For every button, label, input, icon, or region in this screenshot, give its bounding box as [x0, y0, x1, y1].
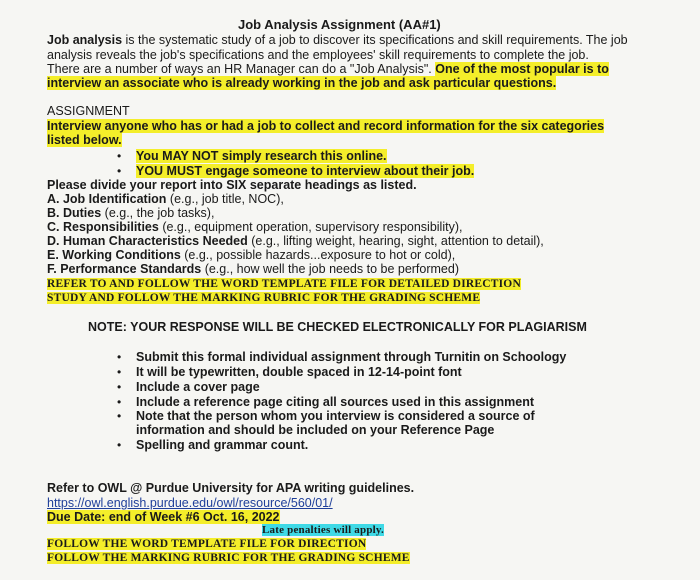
owl-link[interactable]: https://owl.english.purdue.edu/owl/resource/560/01/	[47, 496, 333, 510]
requirement-2: It will be typewritten, double spaced in 12-14-point font	[136, 365, 462, 379]
bullet-icon: •	[117, 438, 122, 452]
bullet-icon: •	[117, 380, 122, 394]
category-c: C. Responsibilities (e.g., equipment operation, supervisory responsibility),	[47, 220, 463, 234]
page-title: Job Analysis Assignment (AA#1)	[238, 17, 441, 32]
due-date: Due Date: end of Week #6 Oct. 16, 2022	[47, 510, 280, 524]
intro-highlight: One of the most popular is to	[435, 62, 609, 76]
bullet-icon: •	[117, 409, 122, 423]
requirement-6: Spelling and grammar count.	[136, 438, 309, 452]
bullet-icon: •	[117, 395, 122, 409]
divide-text: Please divide your report into SIX separate headings as listed.	[47, 178, 417, 192]
intro-line-2: analysis reveals the job's specifications and the employees' skill requirements to complete the job.	[47, 48, 589, 62]
assignment-instruction-1: Interview anyone who has or had a job to collect and record information for the six categories	[47, 119, 605, 133]
bullet-icon: •	[117, 350, 122, 364]
assignment-instruction-2: listed below.	[47, 133, 122, 147]
bullet-icon: •	[117, 149, 122, 163]
category-e: E. Working Conditions (e.g., possible hazards...exposure to hot or cold),	[47, 248, 456, 262]
bullet-icon: •	[117, 365, 122, 379]
category-b: B. Duties (e.g., the job tasks),	[47, 206, 215, 220]
plagiarism-note: NOTE: YOUR RESPONSE WILL BE CHECKED ELECTRONICALLY FOR PLAGIARISM	[88, 320, 587, 334]
intro-line-1: Job analysis is the systematic study of a job to discover its specifications and skill requirements. The job	[47, 33, 628, 47]
rule-2: YOU MUST engage someone to interview about their job.	[136, 164, 475, 178]
requirement-5: Note that the person whom you interview is considered a source of	[136, 409, 535, 423]
follow-rubric: FOLLOW THE MARKING RUBRIC FOR THE GRADING SCHEME	[47, 552, 410, 564]
rule-1: You MAY NOT simply research this online.	[136, 149, 387, 163]
category-f: F. Performance Standards (e.g., how well the job needs to be performed)	[47, 262, 460, 276]
intro-line-3: There are a number of ways an HR Manager can do a "Job Analysis". One of the most popular is to	[47, 62, 609, 76]
refer-line-1: REFER TO AND FOLLOW THE WORD TEMPLATE FILE FOR DETAILED DIRECTION	[47, 278, 521, 290]
requirement-5-continued: information and should be included on your Reference Page	[136, 423, 495, 437]
follow-template: FOLLOW THE WORD TEMPLATE FILE FOR DIRECTION	[47, 538, 367, 550]
assignment-heading: ASSIGNMENT	[47, 104, 130, 118]
requirement-4: Include a reference page citing all sources used in this assignment	[136, 395, 535, 409]
late-penalties: Late penalties will apply.	[262, 524, 384, 536]
requirement-3: Include a cover page	[136, 380, 260, 394]
intro-term: Job analysis	[47, 33, 123, 47]
intro-line-4: interview an associate who is already working in the job and ask particular questions.	[47, 76, 557, 90]
requirement-1: Submit this formal individual assignment through Turnitin on Schoology	[136, 350, 567, 364]
category-d: D. Human Characteristics Needed (e.g., lifting weight, hearing, sight, attention to detail),	[47, 234, 544, 248]
bullet-icon: •	[117, 164, 122, 178]
category-a: A. Job Identification (e.g., job title, NOC),	[47, 192, 284, 206]
refer-line-2: STUDY AND FOLLOW THE MARKING RUBRIC FOR THE GRADING SCHEME	[47, 292, 481, 304]
owl-text: Refer to OWL @ Purdue University for APA writing guidelines.	[47, 481, 415, 495]
